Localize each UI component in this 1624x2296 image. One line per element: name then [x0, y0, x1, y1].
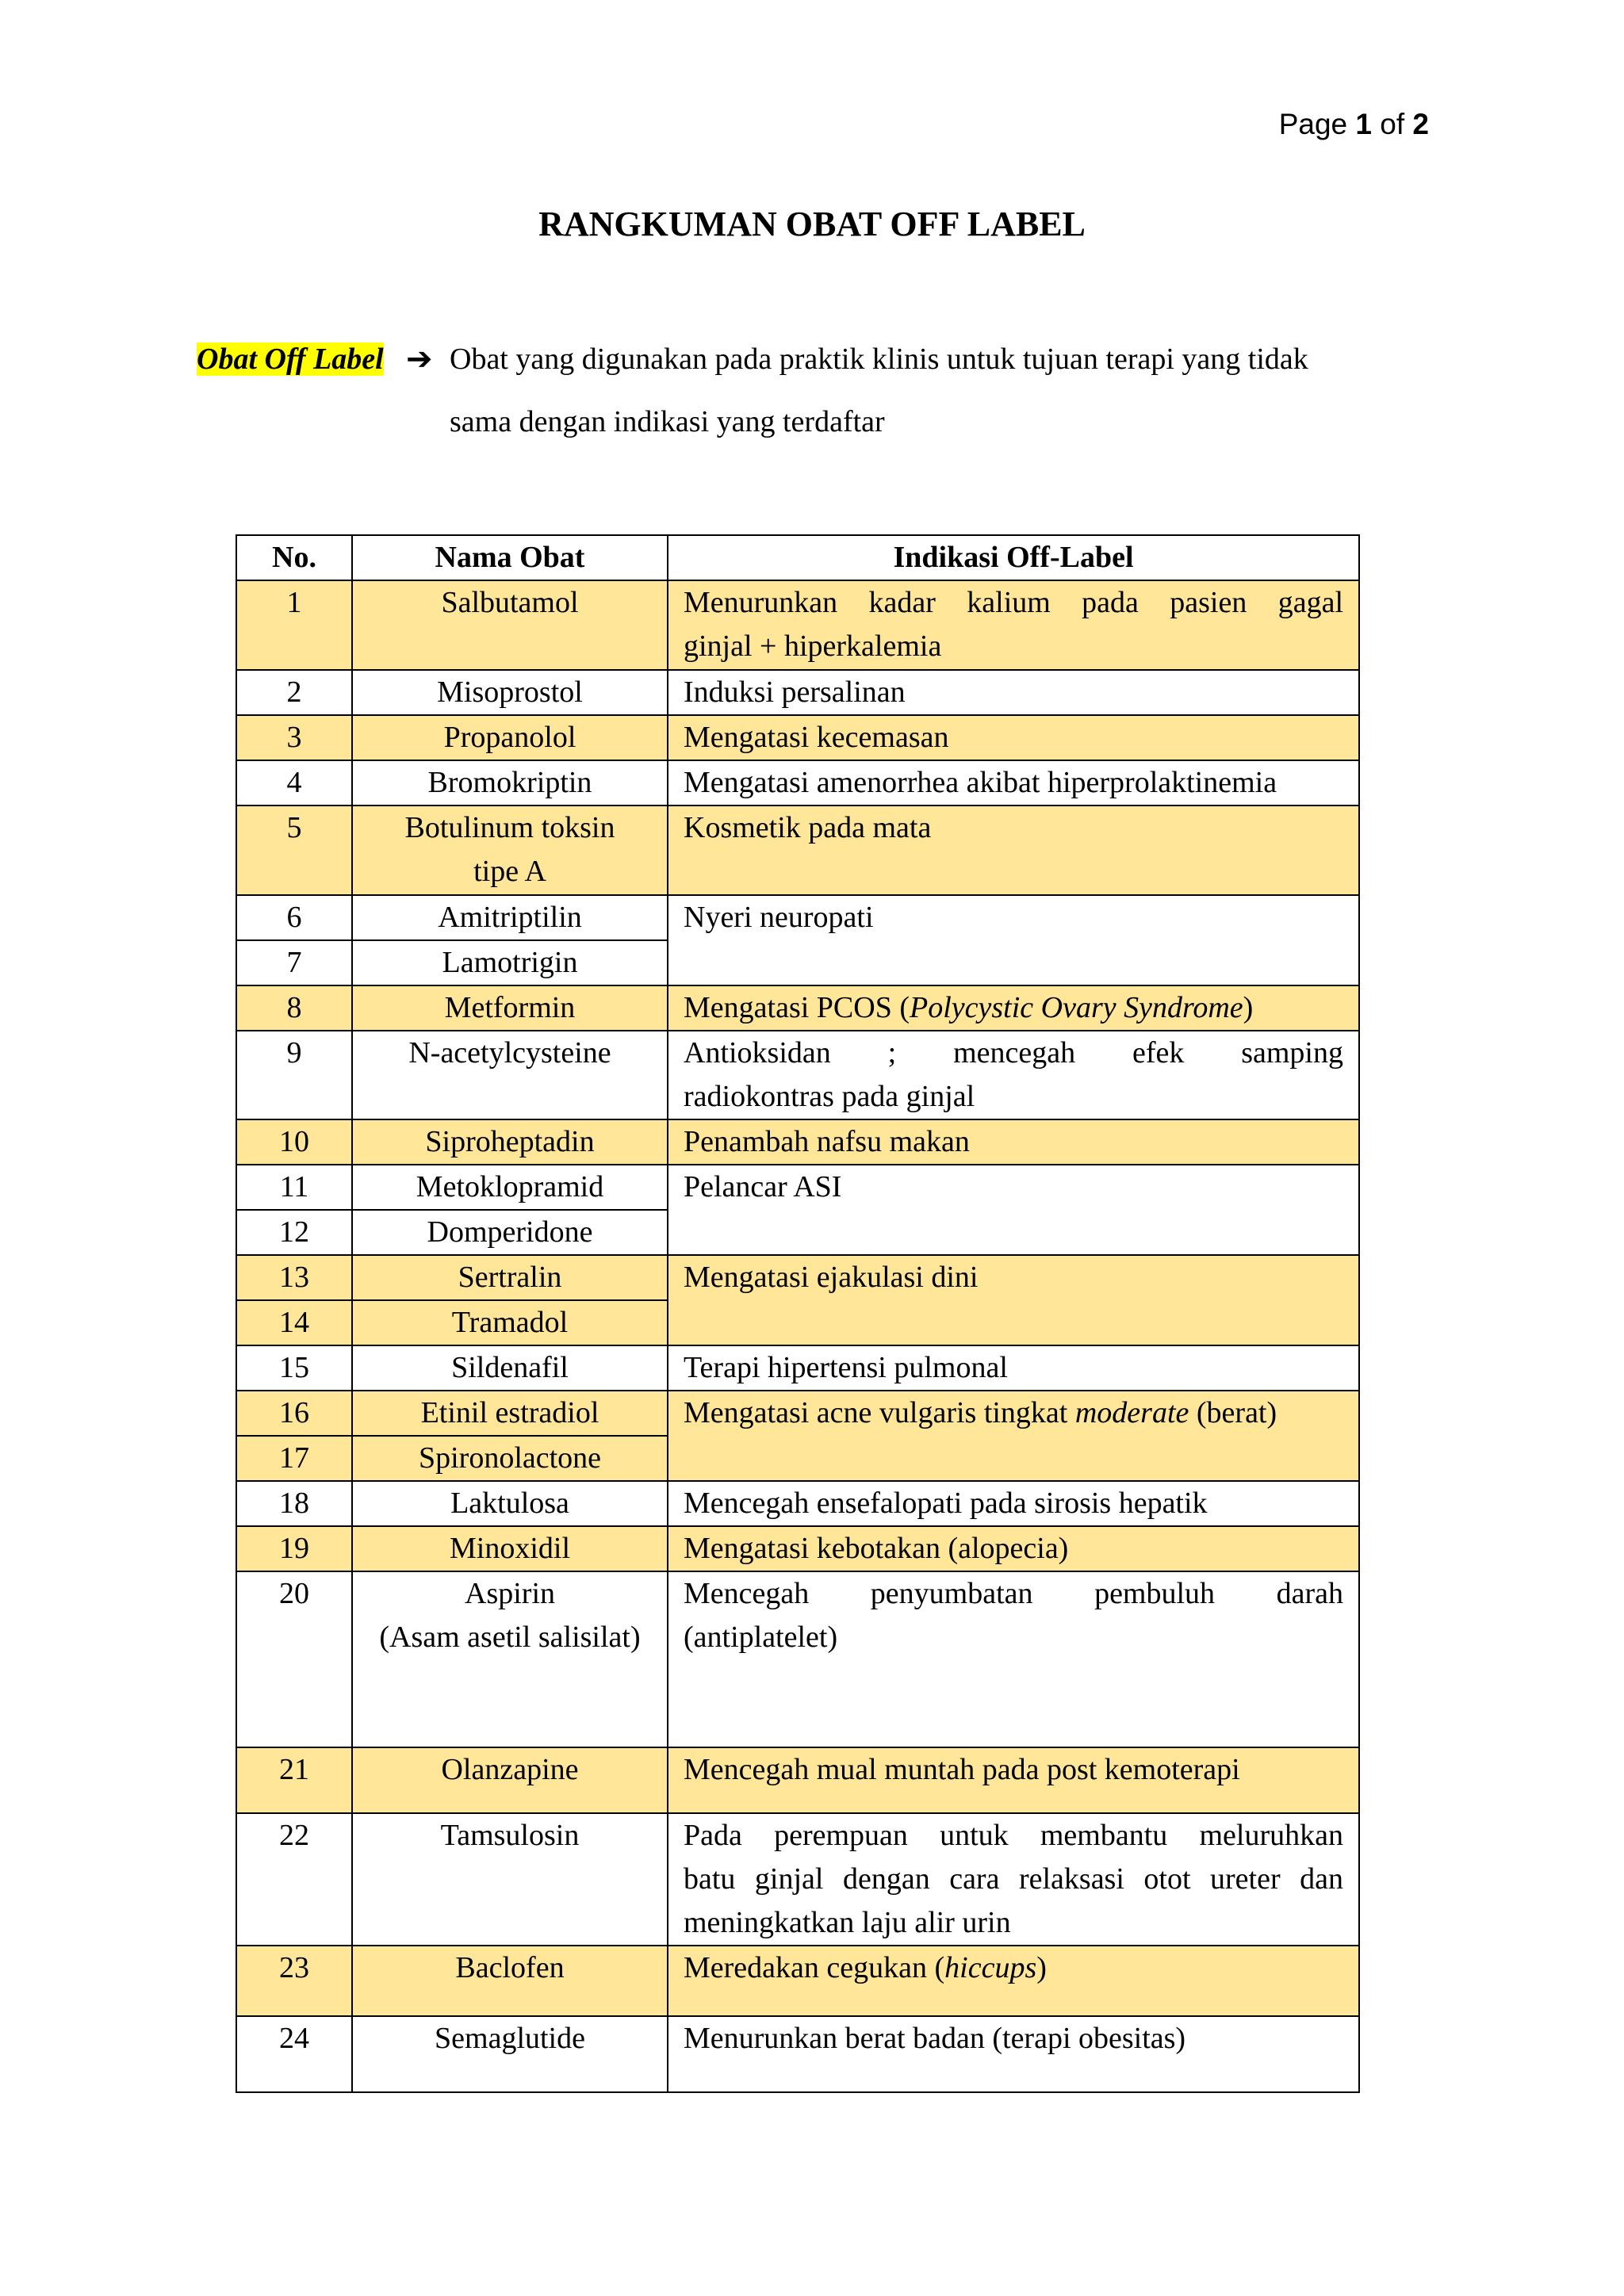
page-indicator [1279, 105, 1429, 144]
drug-name-line: Siproheptadin [425, 1125, 595, 1158]
current-page-number: 1 [1355, 108, 1372, 140]
row-number-cell: 20 [236, 1571, 352, 1747]
drug-name-cell [352, 1526, 668, 1571]
drug-name-line: Sildenafil [451, 1351, 569, 1384]
drug-name-cell [352, 1747, 668, 1813]
page-label: Page [1278, 108, 1348, 140]
page-of-label: of [1380, 108, 1405, 140]
table-row [236, 580, 1359, 670]
table-row [236, 1345, 1359, 1391]
indication-cell [668, 760, 1359, 806]
table-row [236, 1526, 1359, 1571]
indication-line: Mencegah ensefalopati pada sirosis hepatik [684, 1487, 1208, 1520]
indication-line: Kosmetik pada mata [684, 811, 932, 844]
row-number-cell: 22 [236, 1813, 352, 1946]
indication-cell [668, 1391, 1359, 1481]
table-header-drug-name: Nama Obat [352, 535, 668, 580]
indication-cell [668, 1119, 1359, 1165]
drug-name-line: Tramadol [451, 1306, 569, 1339]
total-page-count: 2 [1412, 108, 1429, 140]
table-row [236, 985, 1359, 1031]
indication-cell [668, 1813, 1359, 1946]
drug-name-line: Bromokriptin [427, 766, 592, 799]
drug-name-line: Laktulosa [450, 1487, 569, 1520]
definition-term [197, 328, 384, 391]
table-row [236, 1119, 1359, 1165]
drug-name-line: Minoxidil [449, 1532, 571, 1565]
indication-line: (antiplatelet) [684, 1621, 838, 1654]
table-row [236, 1747, 1359, 1813]
indication-line: Mengatasi amenorrhea akibat hiperprolaktinemia [684, 766, 1277, 799]
indication-text-segment: moderate [1074, 1396, 1189, 1429]
table-row [236, 2016, 1359, 2092]
table-row [236, 1571, 1359, 1747]
table-header-no: No. [236, 535, 352, 580]
drug-name-line: Olanzapine [441, 1753, 579, 1786]
indication-line [684, 986, 1343, 1030]
indication-line: radiokontras pada ginjal [684, 1080, 975, 1113]
right-arrow-icon [406, 328, 433, 391]
drug-name-line: Lamotrigin [442, 946, 578, 979]
drug-name-line: (Asam asetil salisilat) [379, 1621, 641, 1654]
drug-name-cell [352, 1481, 668, 1526]
indication-cell [668, 580, 1359, 670]
table-row [236, 1031, 1359, 1119]
table-header-row [236, 535, 1359, 580]
row-number-cell: 6 [236, 895, 352, 940]
drug-name-cell [352, 760, 668, 806]
drug-name-line: Botulinum toksin [404, 811, 615, 844]
drug-name-cell [352, 1255, 668, 1300]
drug-name-line: Amitriptilin [438, 901, 582, 934]
drug-name-line: Domperidone [427, 1215, 593, 1249]
drug-name-cell [352, 1210, 668, 1255]
drug-name-cell [352, 1391, 668, 1436]
indication-cell [668, 715, 1359, 760]
drug-name-cell [352, 580, 668, 670]
drug-name-line: Sertralin [458, 1261, 562, 1294]
drug-name-cell [352, 1031, 668, 1119]
indication-line: Penambah nafsu makan [684, 1125, 970, 1158]
drug-name-cell [352, 1165, 668, 1210]
indication-text-segment: Polycystic Ovary Syndrome [910, 991, 1243, 1024]
indication-text-segment: Mengatasi PCOS ( [684, 991, 910, 1024]
indication-text-segment: Meredakan cegukan ( [684, 1951, 945, 1984]
drug-name-cell [352, 1571, 668, 1747]
indication-cell [668, 1255, 1359, 1345]
definition-paragraph [197, 328, 1434, 455]
indication-line: Mencegah mual muntah pada post kemoterapi [684, 1753, 1240, 1786]
indication-cell [668, 1345, 1359, 1391]
drug-name-line: Etinil estradiol [420, 1396, 599, 1429]
drug-name-cell [352, 1345, 668, 1391]
indication-line: Terapi hipertensi pulmonal [684, 1351, 1008, 1384]
indication-line: Mengatasi kecemasan [684, 721, 949, 754]
definition-text [450, 328, 1308, 453]
table-body [236, 580, 1359, 2092]
definition-text-line: Obat yang digunakan pada praktik klinis untuk tujuan terapi yang tidak [450, 342, 1308, 376]
indication-cell [668, 1526, 1359, 1571]
row-number-cell: 11 [236, 1165, 352, 1210]
drug-name-cell [352, 1813, 668, 1946]
row-number-cell: 14 [236, 1300, 352, 1345]
row-number-cell: 5 [236, 806, 352, 895]
indication-line: Nyeri neuropati [684, 901, 874, 934]
table-row [236, 1255, 1359, 1300]
row-number-cell: 19 [236, 1526, 352, 1571]
indication-line: Pada perempuan untuk membantu meluruhkan [684, 1819, 1343, 1852]
indication-cell [668, 1946, 1359, 2016]
table-row [236, 1813, 1359, 1946]
table-row [236, 806, 1359, 895]
drug-name-cell [352, 2016, 668, 2092]
drug-name-cell [352, 1946, 668, 2016]
off-label-drug-table [236, 534, 1360, 2093]
drug-name-line: Semaglutide [435, 2022, 585, 2055]
row-number-cell: 8 [236, 985, 352, 1031]
indication-cell [668, 895, 1359, 985]
table-header-indication: Indikasi Off-Label [668, 535, 1359, 580]
indication-line: Pelancar ASI [684, 1170, 842, 1203]
indication-line: Antioksidan ; mencegah efek samping [684, 1036, 1343, 1070]
indication-cell [668, 2016, 1359, 2092]
row-number-cell: 9 [236, 1031, 352, 1119]
indication-cell [668, 1031, 1359, 1119]
indication-line: ginjal + hiperkalemia [684, 629, 942, 663]
drug-name-cell [352, 806, 668, 895]
indication-cell [668, 1571, 1359, 1747]
document-title: RANGKUMAN OBAT OFF LABEL [538, 205, 1086, 243]
row-number-cell: 18 [236, 1481, 352, 1526]
definition-text-line: sama dengan indikasi yang terdaftar [450, 405, 885, 438]
row-number-cell: 7 [236, 940, 352, 985]
drug-name-line: Misoprostol [437, 675, 583, 709]
indication-text-segment: Mengatasi acne vulgaris tingkat [684, 1396, 1075, 1429]
row-number-cell: 10 [236, 1119, 352, 1165]
drug-name-line: Baclofen [455, 1951, 565, 1984]
drug-name-cell [352, 940, 668, 985]
indication-cell [668, 1481, 1359, 1526]
row-number-cell: 13 [236, 1255, 352, 1300]
indication-line: Mengatasi ejakulasi dini [684, 1261, 979, 1294]
drug-name-line: Propanolol [443, 721, 576, 754]
row-number-cell: 4 [236, 760, 352, 806]
indication-cell [668, 1165, 1359, 1255]
table-row [236, 1946, 1359, 2016]
indication-cell [668, 1747, 1359, 1813]
drug-name-line: Metformin [444, 991, 576, 1024]
table-row [236, 1165, 1359, 1210]
row-number-cell: 21 [236, 1747, 352, 1813]
row-number-cell: 12 [236, 1210, 352, 1255]
indication-line: meningkatkan laju alir urin [684, 1906, 1011, 1939]
table-row [236, 715, 1359, 760]
table-row [236, 895, 1359, 940]
indication-line [684, 1946, 1343, 1990]
row-number-cell: 2 [236, 670, 352, 715]
indication-cell [668, 670, 1359, 715]
drug-name-line: Tamsulosin [440, 1819, 580, 1852]
indication-line: Menurunkan kadar kalium pada pasien gagal [684, 586, 1343, 619]
drug-name-line: Metoklopramid [416, 1170, 604, 1203]
drug-name-cell [352, 1300, 668, 1345]
drug-name-line: Aspirin [465, 1577, 555, 1610]
indication-cell [668, 806, 1359, 895]
row-number-cell: 17 [236, 1436, 352, 1481]
drug-name-cell [352, 985, 668, 1031]
table-row [236, 1481, 1359, 1526]
drug-name-line: Spironolactone [418, 1441, 602, 1475]
indication-line [684, 1391, 1343, 1435]
drug-name-cell [352, 895, 668, 940]
row-number-cell: 1 [236, 580, 352, 670]
indication-text-segment: hiccups [944, 1951, 1037, 1984]
indication-line: Mencegah penyumbatan pembuluh darah [684, 1577, 1343, 1610]
table-row [236, 760, 1359, 806]
table-row [236, 1391, 1359, 1436]
drug-name-line: Salbutamol [441, 586, 579, 619]
row-number-cell: 23 [236, 1946, 352, 2016]
row-number-cell: 3 [236, 715, 352, 760]
indication-line: Mengatasi kebotakan (alopecia) [684, 1532, 1069, 1565]
definition-term-text: Obat Off Label [197, 342, 384, 376]
indication-line: batu ginjal dengan cara relaksasi otot ureter dan [684, 1862, 1343, 1896]
table-row [236, 670, 1359, 715]
indication-line: Induksi persalinan [684, 675, 906, 709]
indication-line: Menurunkan berat badan (terapi obesitas) [684, 2022, 1186, 2055]
drug-name-cell [352, 1119, 668, 1165]
row-number-cell: 16 [236, 1391, 352, 1436]
indication-cell [668, 985, 1359, 1031]
drug-name-cell [352, 715, 668, 760]
row-number-cell: 15 [236, 1345, 352, 1391]
drug-name-line: N-acetylcysteine [408, 1036, 611, 1070]
indication-text-segment: (berat) [1189, 1396, 1277, 1429]
drug-name-cell [352, 1436, 668, 1481]
indication-text-segment: ) [1243, 991, 1254, 1024]
row-number-cell: 24 [236, 2016, 352, 2092]
drug-name-cell [352, 670, 668, 715]
drug-name-line: tipe A [473, 855, 546, 888]
indication-text-segment: ) [1036, 1951, 1047, 1984]
